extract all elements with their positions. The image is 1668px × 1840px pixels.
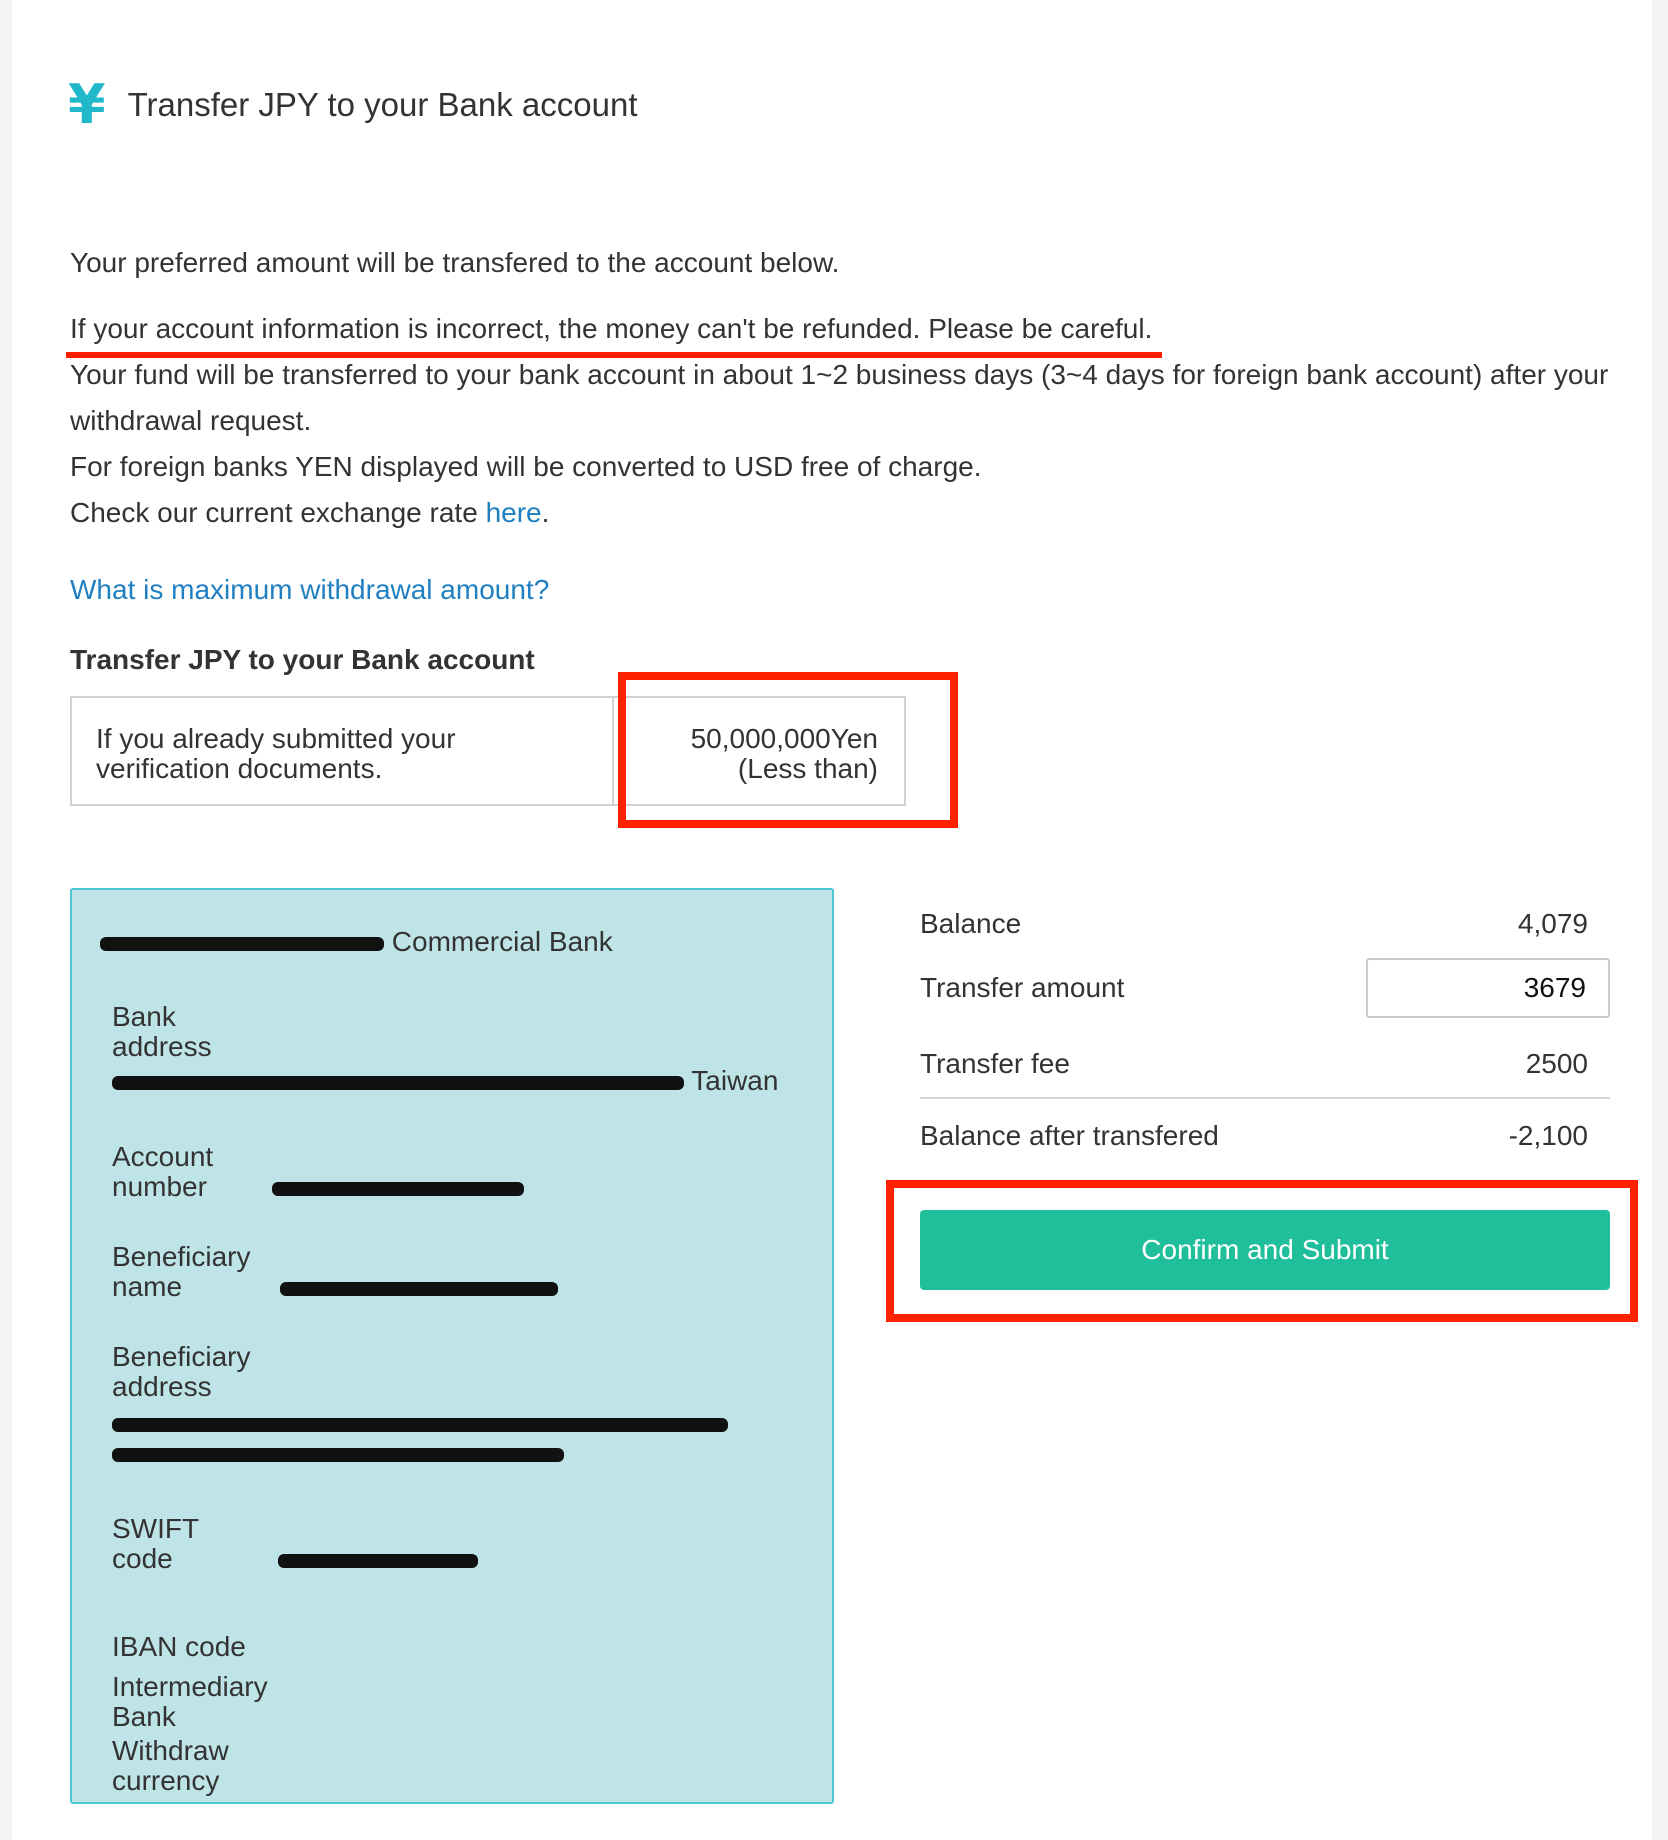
balance-after-label: Balance after transfered: [920, 1120, 1219, 1151]
red-box-annotation-limit: [618, 672, 958, 828]
balance-after-row: [920, 1120, 1610, 1152]
transfer-fee-label: Transfer fee: [920, 1048, 1070, 1079]
bank-name: [100, 926, 613, 959]
field-label: Withdraw: [112, 1735, 229, 1766]
max-withdrawal-link[interactable]: What is maximum withdrawal amount?: [70, 574, 550, 605]
intro-line: Your preferred amount will be transfered to the account below.: [70, 247, 840, 278]
intermediary-bank-field: [112, 1672, 268, 1732]
bank-address-field: [112, 1002, 212, 1062]
transfer-fee-value: 2500: [1525, 1048, 1588, 1079]
intro-text: [70, 240, 1630, 536]
limit-value-amount: 50,000,000Yen: [690, 723, 878, 754]
intro-line-exchange: [70, 490, 1630, 536]
field-label: address: [112, 1371, 212, 1402]
balance-label: Balance: [920, 908, 1022, 939]
limit-label-line: If you already submitted your: [96, 723, 456, 754]
transfer-amount-row: [920, 958, 1610, 1018]
field-label: IBAN code: [112, 1631, 246, 1662]
field-label: number: [112, 1171, 207, 1202]
refund-warning: [70, 306, 1152, 352]
redacted-text: [112, 1440, 564, 1470]
account-number-field: [112, 1142, 213, 1202]
limit-value-qualifier: (Less than): [737, 753, 878, 784]
redacted-text: [112, 1410, 728, 1440]
field-label: Bank: [112, 1701, 176, 1732]
redacted-text: [280, 1274, 558, 1304]
redacted-text: [112, 1068, 684, 1098]
exchange-rate-link[interactable]: here: [485, 497, 542, 528]
intro-line: Your fund will be transferred to your bank account in about 1~2 business days (3~4 days for foreign bank account) after your withdrawal request.: [70, 359, 1609, 436]
field-label: name: [112, 1271, 183, 1302]
withdraw-currency-field: [112, 1736, 229, 1796]
field-label: currency: [112, 1765, 220, 1796]
bank-name-suffix: Commercial Bank: [391, 926, 613, 957]
bank-address-suffix: Taiwan: [691, 1065, 779, 1096]
balance-row: [920, 908, 1610, 940]
page-header: [68, 70, 638, 140]
beneficiary-name-field: [112, 1242, 251, 1302]
exchange-rate-text: Check our current exchange rate: [70, 497, 486, 528]
page-title: Transfer JPY to your Bank account: [127, 86, 638, 123]
field-label: address: [112, 1031, 212, 1062]
transfer-fee-row: [920, 1048, 1610, 1080]
redacted-text: [278, 1546, 478, 1576]
redacted-text: [100, 929, 384, 959]
field-label: Intermediary: [112, 1671, 268, 1702]
red-box-annotation-button: [886, 1180, 1638, 1322]
transfer-amount-input[interactable]: [1366, 958, 1610, 1018]
limit-label: [72, 698, 614, 804]
iban-code-field: [112, 1632, 246, 1662]
confirm-submit-button[interactable]: Confirm and Submit: [920, 1210, 1610, 1290]
field-label: Beneficiary: [112, 1341, 251, 1372]
yen-icon: ¥: [68, 73, 106, 136]
red-underline-annotation: [66, 352, 1162, 358]
redacted-text: [272, 1174, 524, 1204]
balance-after-value: -2,100: [1508, 1120, 1588, 1151]
swift-code-field: [112, 1514, 199, 1574]
section-title: Transfer JPY to your Bank account: [70, 644, 535, 675]
transfer-amount-label: Transfer amount: [920, 972, 1125, 1003]
bank-address-value: [112, 1066, 778, 1098]
field-label: Bank: [112, 1001, 176, 1032]
field-label: Account: [112, 1141, 214, 1172]
field-label: SWIFT: [112, 1513, 200, 1544]
field-label: code: [112, 1543, 173, 1574]
beneficiary-address-field: [112, 1342, 251, 1402]
limit-label-line: verification documents.: [96, 753, 383, 784]
summary-divider: [920, 1097, 1610, 1099]
intro-line: For foreign banks YEN displayed will be converted to USD free of charge.: [70, 451, 982, 482]
exchange-rate-suffix: .: [541, 497, 550, 528]
transfer-page: [12, 0, 1652, 1840]
field-label: Beneficiary: [112, 1241, 251, 1272]
refund-warning-text: If your account information is incorrect, the money can't be refunded. Please be careful.: [70, 313, 1153, 344]
balance-value: 4,079: [1517, 908, 1588, 939]
bank-info-panel: [70, 888, 834, 1804]
